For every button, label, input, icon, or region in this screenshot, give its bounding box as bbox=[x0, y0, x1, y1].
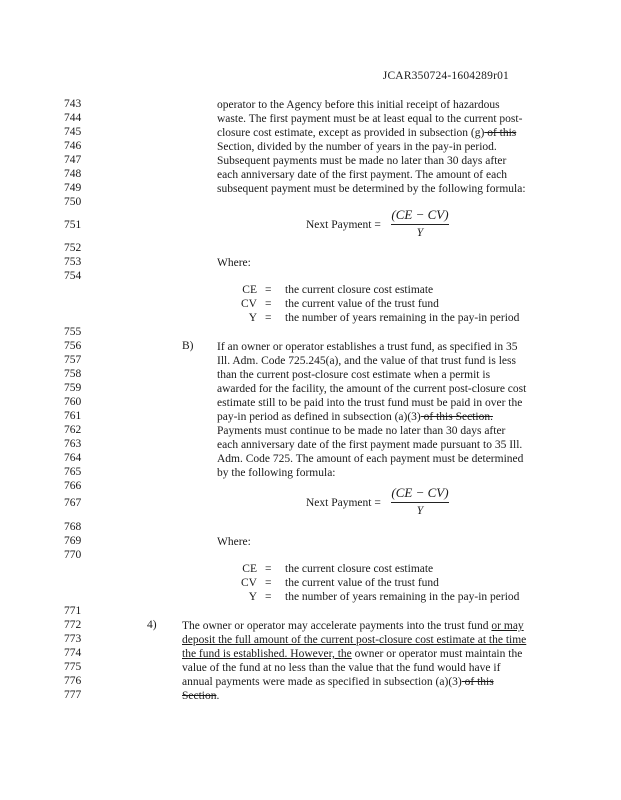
line-number: 750 bbox=[64, 196, 82, 208]
definition-text: the current closure cost estimate bbox=[285, 284, 434, 296]
text-line: estimate still to be paid into the trust fund must be paid in over the bbox=[217, 397, 523, 409]
line-number: 755 bbox=[64, 326, 82, 338]
line-number: 762 bbox=[64, 424, 82, 436]
text-line: each anniversary date of the first payment made pursuant to 35 Ill. bbox=[217, 439, 523, 451]
text-line: by the following formula: bbox=[217, 467, 336, 479]
line-number: 751 bbox=[64, 219, 82, 231]
formula-fraction bbox=[391, 485, 449, 517]
line-number: 773 bbox=[64, 633, 82, 645]
text-line: Adm. Code 725. The amount of each payment must be determined bbox=[217, 453, 524, 465]
line-number: 767 bbox=[64, 497, 82, 509]
inserted-text: the fund is established. However, the bbox=[182, 648, 352, 660]
document-id: JCAR350724-1604289r01 bbox=[382, 70, 509, 82]
subsection-label-b: B) bbox=[182, 340, 194, 352]
line-number: 749 bbox=[64, 182, 82, 194]
line-number: 763 bbox=[64, 438, 82, 450]
text-line: Ill. Adm. Code 725.245(a), and the value of that trust fund is less bbox=[217, 355, 516, 367]
text-line bbox=[182, 647, 522, 661]
line-number: 760 bbox=[64, 396, 82, 408]
subsection-label-4: 4) bbox=[147, 619, 157, 631]
line-number: 777 bbox=[64, 689, 82, 701]
equals-sign: = bbox=[265, 577, 272, 589]
line-number: 776 bbox=[64, 675, 82, 687]
text-line: awarded for the facility, the amount of the current post-closure cost bbox=[217, 383, 527, 395]
definition-term: CV bbox=[241, 298, 257, 310]
text-line bbox=[182, 689, 219, 703]
formula-label: Next Payment = bbox=[306, 497, 381, 509]
line-number: 756 bbox=[64, 340, 82, 352]
equals-sign: = bbox=[265, 298, 272, 310]
text-line bbox=[182, 619, 524, 633]
text-segment: annual payments were made as specified in subsection (a)(3) bbox=[182, 676, 462, 688]
fraction-bar bbox=[391, 502, 449, 503]
struck-text: Section bbox=[182, 690, 217, 702]
text-segment: closure cost estimate, except as provided in subsection bbox=[217, 127, 471, 139]
formula-fraction bbox=[391, 207, 449, 239]
definition-term: Y bbox=[248, 591, 257, 603]
equals-sign: = bbox=[265, 563, 272, 575]
definition-term: Y bbox=[248, 312, 257, 324]
equals-sign: = bbox=[265, 312, 272, 324]
text-line: than the current post-closure cost estimate when a permit is bbox=[217, 369, 491, 381]
inserted-text: deposit the full amount of the current post-closure cost estimate at the time bbox=[182, 634, 527, 646]
text-segment: . bbox=[216, 690, 220, 702]
line-number: 768 bbox=[64, 521, 82, 533]
where-label: Where: bbox=[217, 257, 251, 269]
definition-text: the current value of the trust fund bbox=[285, 298, 439, 310]
line-number: 747 bbox=[64, 154, 82, 166]
line-number: 757 bbox=[64, 354, 82, 366]
line-number: 753 bbox=[64, 256, 82, 268]
text-line bbox=[217, 126, 516, 140]
text-segment: (g) bbox=[470, 127, 485, 139]
formula-denominator: Y bbox=[416, 227, 424, 239]
text-line: waste. The first payment must be at least equal to the current post- bbox=[217, 113, 523, 125]
text-line: If an owner or operator establishes a trust fund, as specified in 35 bbox=[217, 341, 518, 353]
line-number: 764 bbox=[64, 452, 82, 464]
formula-numerator: (CE − CV) bbox=[391, 207, 449, 222]
equals-sign: = bbox=[265, 591, 272, 603]
line-number: 769 bbox=[64, 535, 82, 547]
equals-sign: = bbox=[265, 284, 272, 296]
text-line bbox=[182, 633, 526, 647]
definition-text: the current value of the trust fund bbox=[285, 577, 439, 589]
line-number: 745 bbox=[64, 126, 82, 138]
definition-text: the number of years remaining in the pay-in period bbox=[285, 591, 520, 603]
text-line bbox=[182, 675, 494, 689]
line-number: 754 bbox=[64, 270, 82, 282]
text-segment: owner or operator must maintain the bbox=[351, 648, 523, 660]
line-number: 746 bbox=[64, 140, 82, 152]
text-segment: pay-in period as defined in subsection (a)(3) bbox=[217, 411, 421, 423]
line-number: 752 bbox=[64, 242, 82, 254]
text-line: operator to the Agency before this initial receipt of hazardous bbox=[217, 99, 500, 111]
definition-term: CV bbox=[241, 577, 257, 589]
definition-term: CE bbox=[242, 284, 257, 296]
line-number: 743 bbox=[64, 98, 82, 110]
struck-text: of this bbox=[461, 676, 494, 688]
struck-text: of this bbox=[484, 127, 517, 139]
line-number: 744 bbox=[64, 112, 82, 124]
text-line: Payments must continue to be made no later than 30 days after bbox=[217, 425, 506, 437]
line-number: 774 bbox=[64, 647, 82, 659]
line-number: 772 bbox=[64, 619, 82, 631]
line-number: 758 bbox=[64, 368, 82, 380]
formula-denominator: Y bbox=[416, 505, 424, 517]
text-line: Subsequent payments must be made no later than 30 days after bbox=[217, 155, 507, 167]
line-number: 765 bbox=[64, 466, 82, 478]
text-line: Section, divided by the number of years in the pay-in period. bbox=[217, 141, 497, 153]
inserted-text: or may bbox=[491, 620, 524, 632]
text-segment: The owner or operator may accelerate payments into the trust fund bbox=[182, 620, 492, 632]
definition-text: the number of years remaining in the pay-in period bbox=[285, 312, 520, 324]
text-line: each anniversary date of the first payment. The amount of each bbox=[217, 169, 508, 181]
fraction-bar bbox=[391, 224, 449, 225]
line-number: 775 bbox=[64, 661, 82, 673]
line-number: 770 bbox=[64, 549, 82, 561]
text-line: subsequent payment must be determined by the following formula: bbox=[217, 183, 526, 195]
formula-numerator: (CE − CV) bbox=[391, 485, 449, 500]
where-label: Where: bbox=[217, 536, 251, 548]
definition-term: CE bbox=[242, 563, 257, 575]
formula-label: Next Payment = bbox=[306, 219, 381, 231]
line-number: 771 bbox=[64, 605, 82, 617]
line-number: 766 bbox=[64, 480, 82, 492]
line-number: 748 bbox=[64, 168, 82, 180]
definition-text: the current closure cost estimate bbox=[285, 563, 434, 575]
struck-text: of this Section. bbox=[420, 411, 493, 423]
text-line: value of the fund at no less than the value that the fund would have if bbox=[182, 662, 501, 674]
text-line bbox=[217, 410, 493, 424]
line-number: 761 bbox=[64, 410, 82, 422]
line-number: 759 bbox=[64, 382, 82, 394]
